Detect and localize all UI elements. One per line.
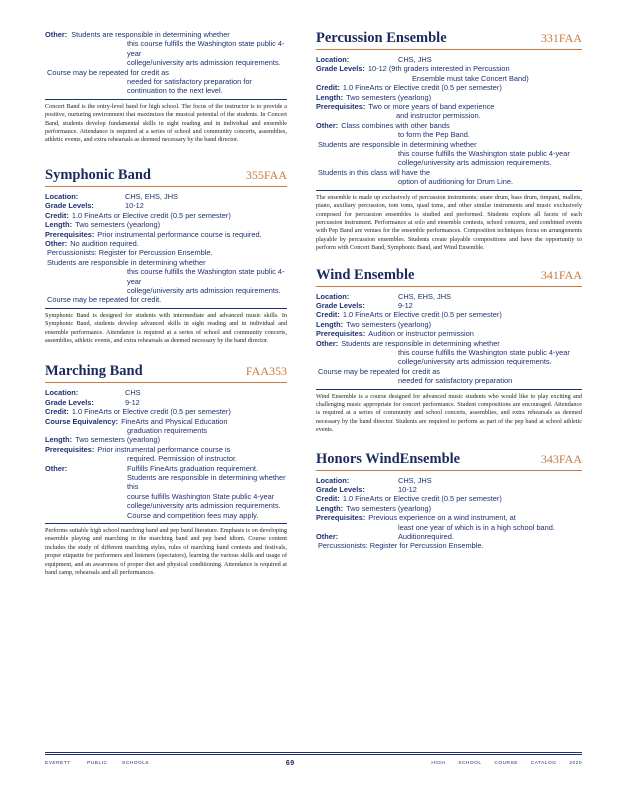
- footer-row: [45, 760, 582, 767]
- other-cont-3: college/university arts admission requirements.: [127, 501, 281, 511]
- left-column: [45, 30, 287, 588]
- repeat-cont-1: needed for satisfactory preparation for: [127, 77, 252, 87]
- prerequisites-label: Prerequisites:: [316, 102, 366, 112]
- prerequisites-value: Prior instrumental performance course is required.: [97, 229, 262, 239]
- credit-label: Credit:: [45, 210, 69, 220]
- marching-band-section: [45, 363, 287, 577]
- other-value: Class combines with other bands: [341, 120, 450, 130]
- credit-value: 1.0 FineArts or Elective credit (0.5 per semester): [71, 210, 231, 220]
- length-label: Length:: [45, 435, 73, 445]
- honors-wind-ensemble-section: [316, 451, 582, 551]
- prerequisites-label: Prerequisites:: [45, 444, 95, 454]
- location-value: CHS, EHS, JHS: [398, 291, 451, 301]
- other-label: Other:: [316, 338, 339, 348]
- course-title: Percussion Ensemble: [316, 30, 447, 46]
- divider: [45, 99, 287, 100]
- footer-word: SCHOOL: [458, 761, 482, 766]
- length-label: Length:: [316, 503, 344, 513]
- repeat-cont: needed for satisfactory preparation: [398, 376, 513, 386]
- course-code: 341FAA: [540, 267, 582, 282]
- symphonic-band-section: [45, 167, 287, 346]
- grade-levels-cont: Ensemble must take Concert Band): [412, 73, 529, 83]
- course-info: [316, 292, 582, 386]
- location-label: Location:: [45, 388, 79, 398]
- divider: [316, 389, 582, 390]
- other-label: Other:: [316, 120, 339, 130]
- length-value: Two semesters (yearlong): [346, 92, 432, 102]
- repeat-cont-2: continuation to the next level.: [127, 86, 223, 96]
- course-equivalency-label: Course Equivalency:: [45, 416, 119, 426]
- other-cont-1: this course fulfills the Washington state public 4-year: [398, 347, 570, 357]
- grade-levels-label: Grade Levels:: [316, 64, 365, 74]
- course-info: [45, 192, 287, 305]
- course-header: [316, 451, 582, 471]
- drum-line-note: Students in this class will have the: [318, 167, 431, 177]
- percussionists-note: Percussionists: Register for Percussion Ensemble.: [47, 248, 213, 258]
- length-label: Length:: [316, 92, 344, 102]
- grade-levels-value: 10-12: [398, 485, 417, 495]
- prerequisites-cont: required. Permission of instructor.: [127, 454, 238, 464]
- credit-value: 1.0 FineArts or Elective credit (0.5 per semester): [342, 310, 502, 320]
- percussion-ensemble-section: [316, 30, 582, 253]
- concert-band-description: Concert Band is the entry-level band for high school. The focus of the instructor is to provide a positive, nurturing environment that maximizes the musical potential of the students. In Concert Band, students develop fundamental skills in sight reading and in individual and ensemble performance. Attendance is required at a series of school and community concerts, assemblies, athletic events, and extra rehearsals as deemed necessary by the band director.: [45, 102, 287, 144]
- prerequisites-value: Two or more years of band experience: [368, 102, 495, 112]
- other-row: [45, 30, 287, 39]
- grade-levels-value: 10-12: [125, 201, 144, 211]
- location-value: CHS, JHS: [398, 55, 432, 64]
- prerequisites-label: Prerequisites:: [316, 329, 366, 339]
- course-info: [316, 55, 582, 187]
- other-cont-2: course fulfills Washington State public 4-year: [127, 491, 275, 501]
- repeat-line: Course may be repeated for credit.: [47, 295, 162, 305]
- course-title: Marching Band: [45, 363, 143, 380]
- other-cont: to form the Pep Band.: [398, 130, 470, 140]
- course-description: Performs suitable high school marching band and pep band literature. Emphasis is on developing ensemble playing and marching in the marching band and pep band idiom. Course content includes the study of different marching styles, rules of marching band contests and festivals, proper etiquette for performers and listeners (spectators), learning the various skills and usage of equipment, and an awareness of proper diet and physical conditioning. Attendance is required at band camp, rehearsals and all performances.: [45, 527, 287, 577]
- grade-levels-value: 10-12 (9th graders interested in Percussion: [367, 64, 510, 74]
- prerequisites-value: Audition or instructor permission: [368, 329, 474, 339]
- length-value: Two semesters (yearlong): [75, 220, 161, 230]
- course-description: Symphonic Band is designed for students with intermediate and advanced music skills. In Symphonic Band, students develop advanced skills in sight reading and in individual and ensemble performance. Attendance is required at a series of school and community concerts, assemblies, athletic events, and extra rehearsals as deemed necessary by the band director.: [45, 311, 287, 344]
- location-label: Location:: [316, 291, 350, 301]
- course-code: 355FAA: [245, 167, 287, 182]
- course-title: Wind Ensemble: [316, 266, 415, 283]
- credit-value: 1.0 FineArts or Elective credit (0.5 per semester): [342, 494, 502, 504]
- responsibility-cont-1: this course fulfills the Washington state public 4-year: [127, 267, 285, 286]
- credit-value: 1.0 FineArts or Elective credit (0.5 per semester): [342, 83, 502, 93]
- footer-catalog: [431, 761, 582, 766]
- course-header: [316, 30, 582, 50]
- drum-line-cont: option of auditioning for Drum Line.: [398, 177, 514, 187]
- responsibility-cont-1: this course fulfills the Washington state public 4-year: [398, 149, 570, 159]
- responsibility-note: Students are responsible in determining whether: [47, 257, 206, 267]
- concert-band-info: [45, 30, 287, 96]
- other-value: No audition required.: [70, 238, 139, 248]
- length-label: Length:: [316, 319, 344, 329]
- course-info: [45, 388, 287, 520]
- other-cont-4: Course and competition fees may apply.: [127, 510, 259, 520]
- responsibility-note: Students are responsible in determining whether: [318, 139, 477, 149]
- prerequisites-value: Prior instrumental performance course is: [97, 444, 231, 454]
- prerequisites-value: Previous experience on a wind instrument, at: [368, 513, 516, 523]
- credit-label: Credit:: [316, 494, 340, 504]
- course-code: 331FAA: [540, 31, 582, 45]
- prerequisites-cont: and instructor permission.: [396, 111, 481, 121]
- course-code: FAA353: [245, 364, 287, 379]
- other-label: Other:: [316, 532, 339, 542]
- divider: [45, 308, 287, 309]
- other-cont-2: college/university arts admission requirements.: [398, 357, 552, 367]
- repeat-line: Course may be repeated for credit as: [47, 67, 170, 77]
- other-cont-1: this course fulfills the Washington state public 4-year: [127, 39, 285, 58]
- footer-rule: [45, 752, 582, 755]
- other-label: Other:: [45, 238, 68, 248]
- credit-label: Credit:: [316, 83, 340, 93]
- course-code: 343FAA: [540, 451, 582, 466]
- footer-word: COURSE: [494, 761, 518, 766]
- page-number: 69: [285, 760, 295, 767]
- other-value: Students are responsible in determining whether: [71, 30, 230, 39]
- length-label: Length:: [45, 220, 73, 230]
- repeat-line: Course may be repeated for credit as: [318, 366, 441, 376]
- other-value: Fulfills FineArts graduation requirement.: [127, 463, 259, 473]
- location-label: Location:: [316, 55, 350, 64]
- page-footer: [45, 752, 582, 767]
- course-title: Honors WindEnsemble: [316, 450, 461, 467]
- credit-label: Credit:: [316, 310, 340, 320]
- other-cont-1: Students are responsible in determining whether this: [127, 473, 288, 492]
- credit-value: 1.0 FineArts or Elective credit (0.5 per semester): [71, 407, 231, 417]
- responsibility-cont-2: college/university arts admission requirements.: [398, 158, 552, 168]
- grade-levels-label: Grade Levels:: [45, 397, 94, 407]
- credit-label: Credit:: [45, 407, 69, 417]
- course-header: [45, 167, 287, 187]
- prerequisites-cont: least one year of which is in a high school band.: [398, 522, 555, 532]
- course-title: Symphonic Band: [45, 166, 151, 183]
- footer-word: EVERETT: [45, 761, 71, 766]
- other-label: Other:: [45, 30, 68, 39]
- location-label: Location:: [45, 191, 79, 201]
- grade-levels-label: Grade Levels:: [45, 201, 94, 211]
- length-value: Two semesters (yearlong): [346, 503, 432, 513]
- course-header: [316, 267, 582, 287]
- prerequisites-label: Prerequisites:: [45, 229, 95, 239]
- percussionists-note: Percussionists: Register for Percussion Ensemble.: [318, 541, 484, 551]
- footer-word: HIGH: [431, 761, 446, 766]
- footer-district: [45, 761, 149, 766]
- footer-word: SCHOOLS: [122, 761, 150, 766]
- divider: [316, 190, 582, 191]
- right-column: [316, 30, 582, 561]
- other-cont-2: college/university arts admission requirements.: [127, 58, 281, 68]
- course-description: The ensemble is made up exclusively of percussion instruments: snare drum, bass drum, timpani, mallets, piano, auxiliary percussion, tom toms, quad toms, and other similar instruments and music exclusively composed for percussion ensembles is studied and performed. Students explore all facets of each percussion instrument. Performance at solo and ensemble contests, school concerts, and combined events with Pep Band are venues for the ensemble performances. Composition techniques focus on arrangements playable by percussion ensembles. Students create playable compositions and have the opportunity to perform with Concert Band, Symphonic Band, and Wind Ensemble.: [316, 193, 582, 252]
- footer-word: 2020: [569, 761, 582, 766]
- grade-levels-value: 9-12: [125, 397, 140, 407]
- location-value: CHS, JHS: [398, 475, 432, 485]
- course-description: Wind Ensemble is a course designed for advanced music students who would like to play exciting and challenging music appropriate for concert performance. Student compositions are encouraged. Attendance is required at a series of community and school concerts, assemblies, and extra rehearsals as deemed necessary by the band director. Students are required to perform as part of the pep band at school athletic events.: [316, 392, 582, 434]
- prerequisites-label: Prerequisites:: [316, 513, 366, 523]
- other-value: Students are responsible in determining whether: [341, 338, 500, 348]
- other-value: Auditionrequired.: [398, 532, 454, 542]
- equivalency-cont: graduation requirements: [127, 426, 208, 435]
- concert-band-continued: [45, 30, 287, 145]
- course-info: [316, 476, 582, 551]
- footer-word: PUBLIC: [87, 761, 108, 766]
- location-value: CHS: [125, 388, 141, 398]
- divider: [45, 523, 287, 524]
- grade-levels-value: 9-12: [398, 300, 413, 310]
- location-label: Location:: [316, 475, 350, 485]
- other-label: Other:: [45, 463, 68, 473]
- course-equivalency-value: FineArts and Physical Education: [121, 416, 228, 426]
- location-value: CHS, EHS, JHS: [125, 191, 178, 201]
- wind-ensemble-section: [316, 267, 582, 435]
- footer-word: CATALOG: [530, 761, 557, 766]
- grade-levels-label: Grade Levels:: [316, 300, 365, 310]
- length-value: Two semesters (yearlong): [75, 435, 161, 445]
- length-value: Two semesters (yearlong): [346, 319, 432, 329]
- grade-levels-label: Grade Levels:: [316, 485, 365, 495]
- responsibility-cont-2: college/university arts admission requirements.: [127, 285, 281, 295]
- course-header: [45, 363, 287, 383]
